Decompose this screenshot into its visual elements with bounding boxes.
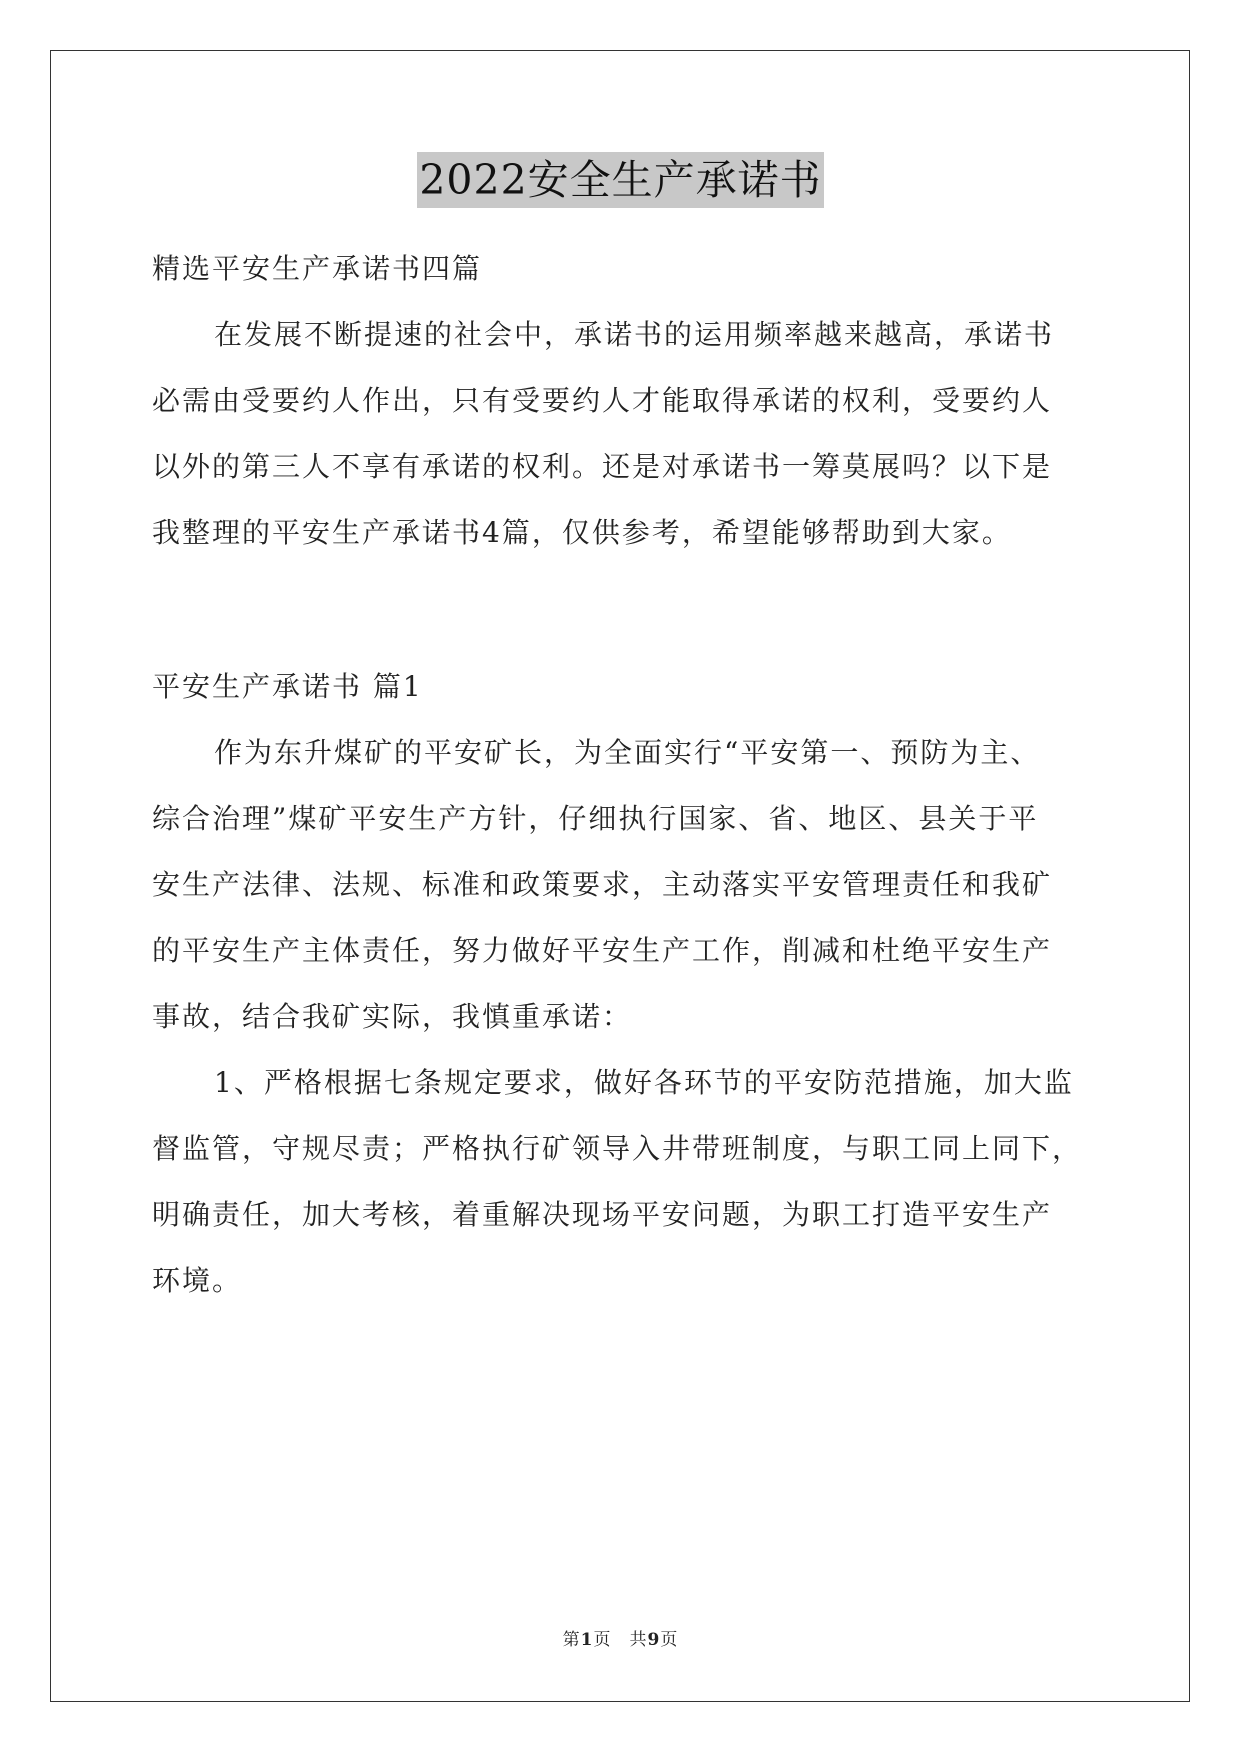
section-heading: 平安生产承诺书 篇1 bbox=[152, 670, 423, 703]
current-page-number: 1 bbox=[580, 1630, 594, 1650]
paragraph-line: 环境。 bbox=[152, 1264, 243, 1297]
paragraph-line: 的平安生产主体责任，努力做好平安生产工作，削减和杜绝平安生产 bbox=[152, 934, 1053, 967]
paragraph-line: 综合治理”煤矿平安生产方针，仔细执行国家、省、地区、县关于平 bbox=[152, 802, 1039, 835]
document-title: 2022安全生产承诺书 bbox=[417, 152, 823, 208]
paragraph-line: 明确责任，加大考核，着重解决现场平安问题，为职工打造平安生产 bbox=[152, 1198, 1053, 1231]
paragraph-line: 安生产法律、法规、标准和政策要求，主动落实平安管理责任和我矿 bbox=[152, 868, 1053, 901]
intro-line: 在发展不断提速的社会中，承诺书的运用频率越来越高，承诺书 bbox=[214, 318, 1055, 351]
title-area bbox=[0, 152, 1241, 208]
paragraph-line: 作为东升煤矿的平安矿长，为全面实行“平安第一、预防为主、 bbox=[214, 736, 1041, 769]
intro-line: 以外的第三人不享有承诺的权利。还是对承诺书一筹莫展吗？以下是 bbox=[152, 450, 1053, 483]
page-mid: 页 共 bbox=[593, 1630, 648, 1650]
paragraph-gap bbox=[152, 566, 1092, 654]
subtitle: 精选平安生产承诺书四篇 bbox=[152, 252, 483, 285]
paragraph-line: 1、严格根据七条规定要求，做好各环节的平安防范措施，加大监 bbox=[214, 1066, 1074, 1099]
intro-line: 必需由受要约人作出，只有受要约人才能取得承诺的权利，受要约人 bbox=[152, 384, 1053, 417]
paragraph-line: 督监管，守规尽责；严格执行矿领导入井带班制度，与职工同上同下， bbox=[152, 1132, 1083, 1165]
document-body bbox=[152, 236, 1092, 1314]
paragraph-line: 事故，结合我矿实际，我慎重承诺： bbox=[152, 1000, 633, 1033]
page-prefix: 第 bbox=[562, 1630, 581, 1650]
intro-line: 我整理的平安生产承诺书4篇，仅供参考，希望能够帮助到大家。 bbox=[152, 516, 1012, 549]
page-suffix: 页 bbox=[660, 1630, 679, 1650]
page-footer bbox=[0, 1625, 1241, 1650]
total-page-number: 9 bbox=[647, 1630, 661, 1650]
